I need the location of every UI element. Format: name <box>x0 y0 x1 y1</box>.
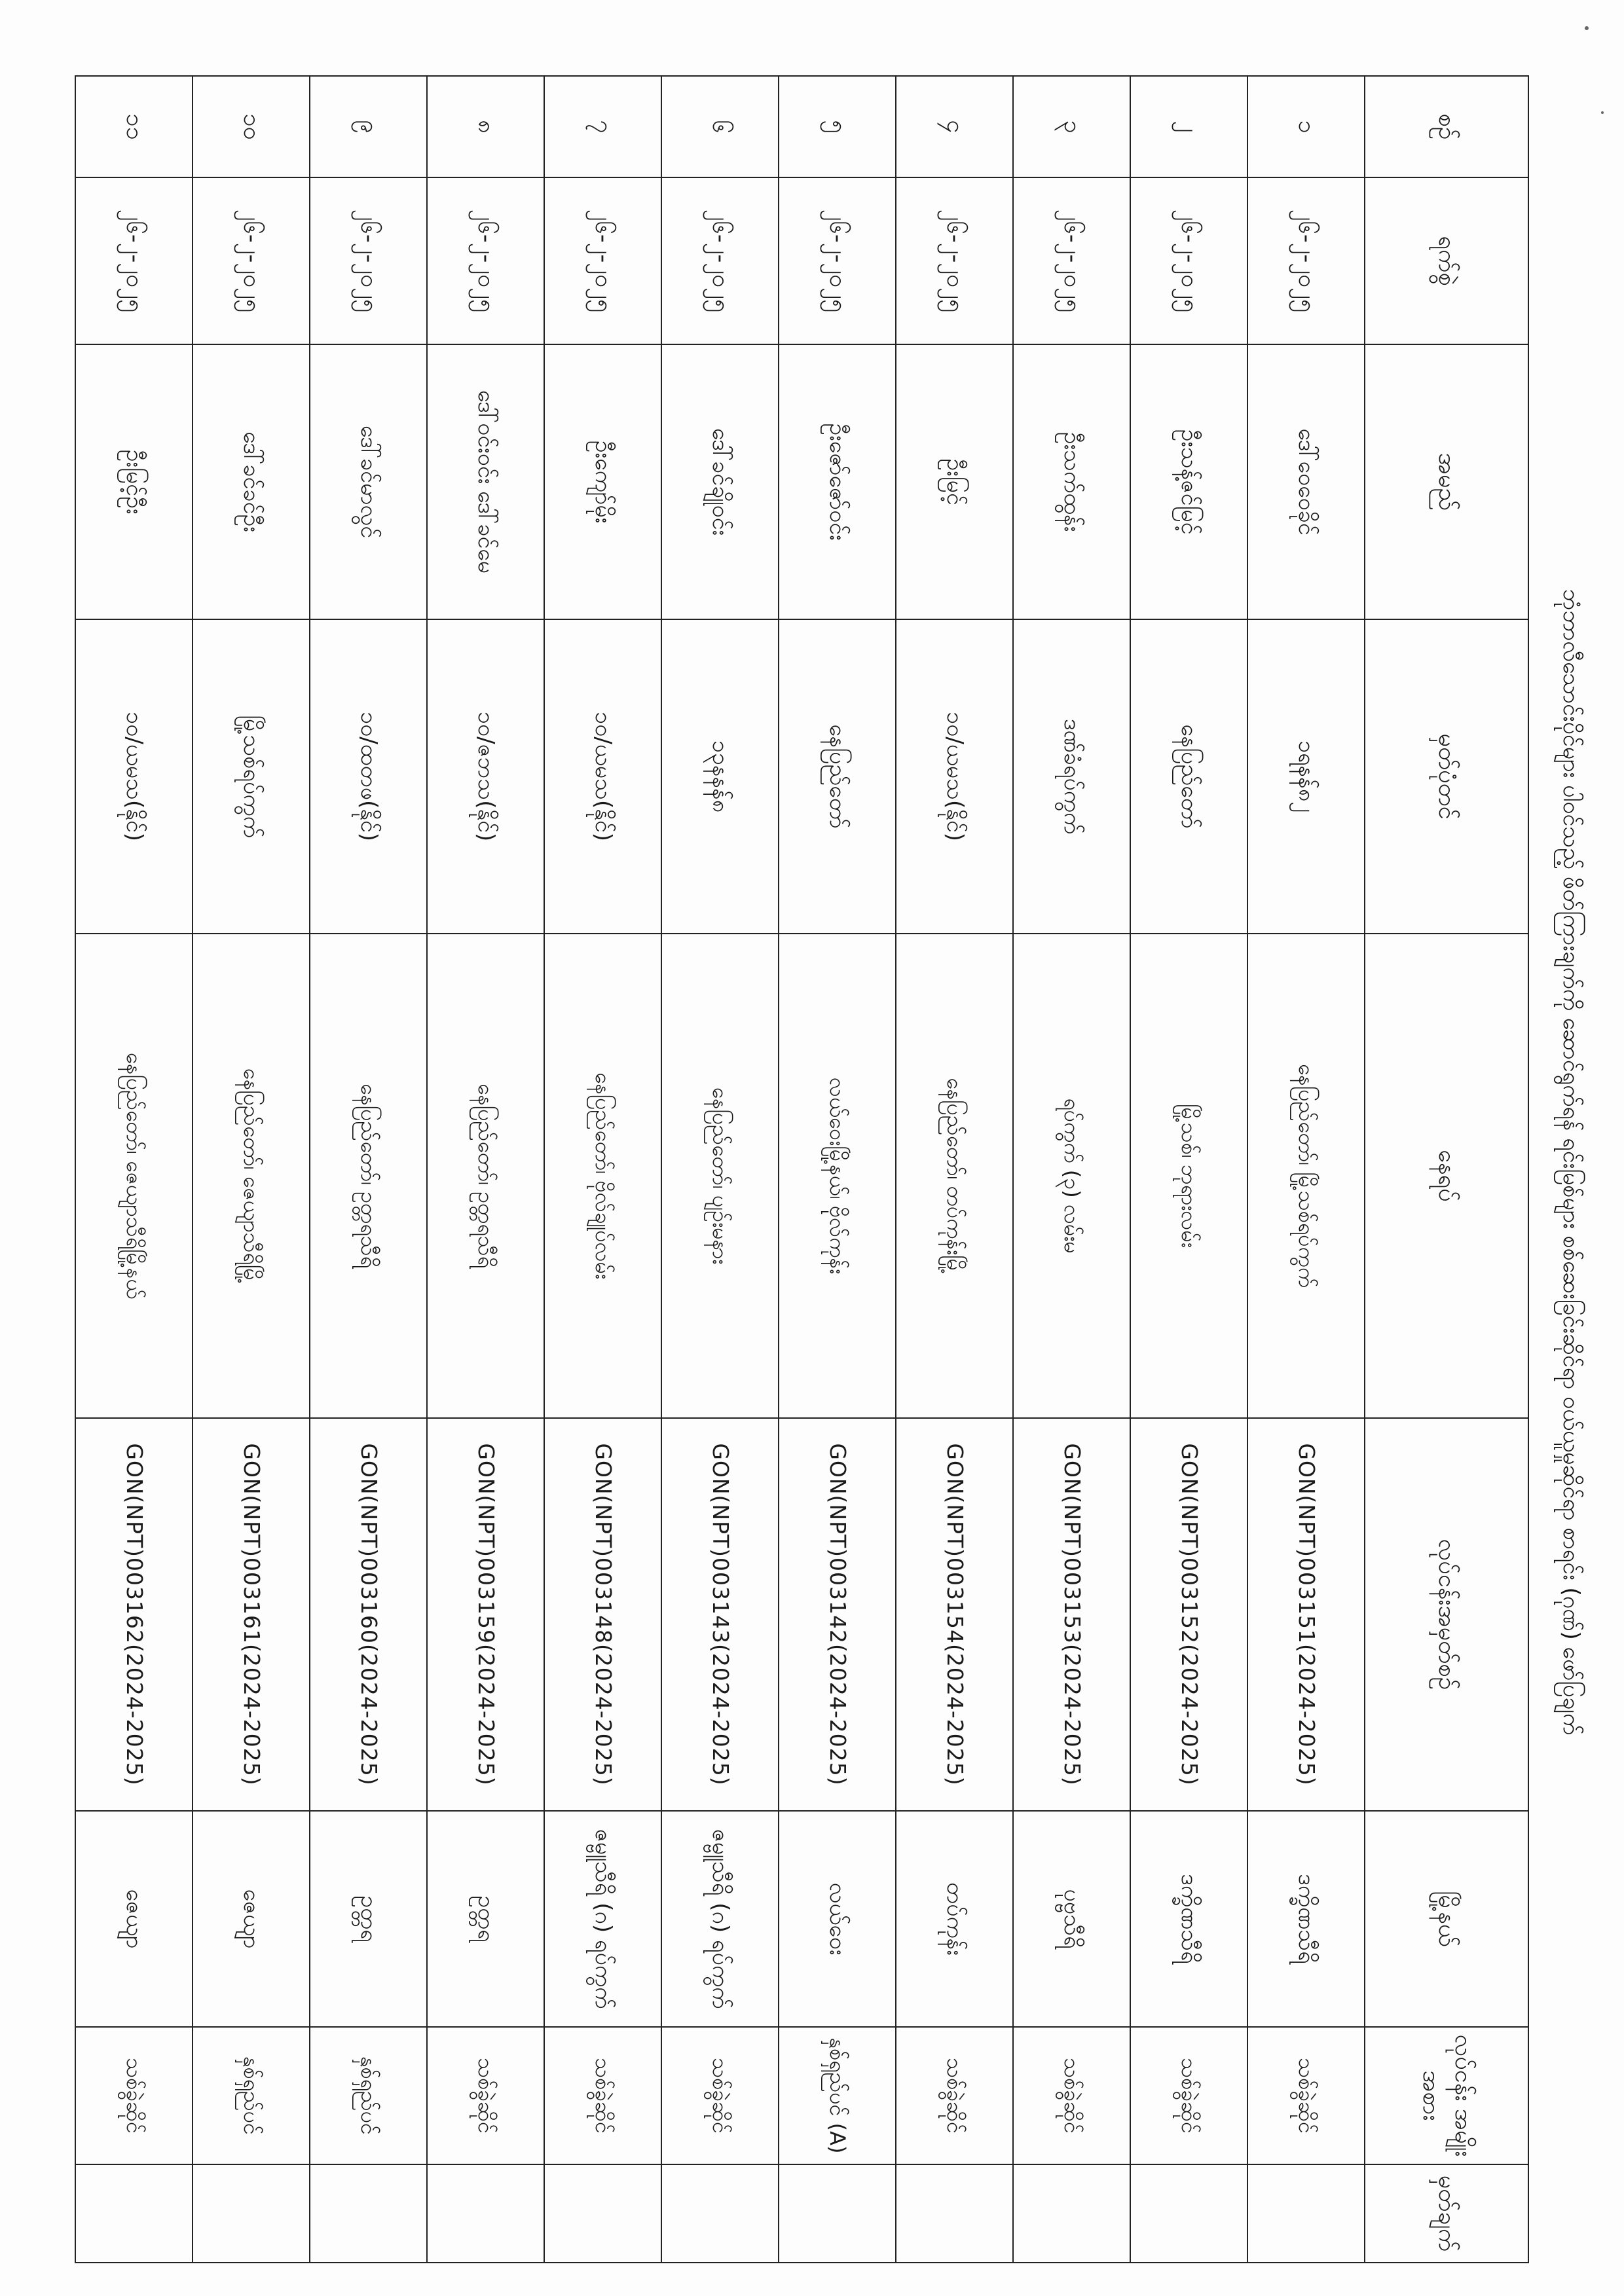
cell-address: နေပြည်တော်၊ ပျဉ်းမနား <box>661 934 779 1418</box>
header-registration-no: လုပ်ငန်းအမှတ်စဉ် <box>1365 1418 1528 1811</box>
table-row <box>1247 76 1365 2263</box>
cell-township: ဇမ္ဗူသီရိ (ဂ) ရပ်ကွက် <box>544 1811 661 2027</box>
cell-nrc: ၁ရနန်၈၂ <box>1247 619 1365 934</box>
cell-registration-no: GON(NPT)003160(2024-2025) <box>310 1418 427 1811</box>
header-nrc: မှတ်ပုံတင် <box>1365 619 1528 934</box>
cell-remark <box>661 2164 779 2263</box>
cell-business-type: နှစ်ရှည်ပင် (A) <box>779 2027 896 2164</box>
cell-address: လယ်ဝေးမြို့နယ်၊ ဗိုလ်ကုန်း <box>779 934 896 1418</box>
table-row <box>1130 76 1247 2263</box>
table-row <box>75 76 193 2263</box>
table-header-row <box>1365 76 1528 2263</box>
cell-township: ဥတ္တရ <box>310 1811 427 2027</box>
header-name: အမည် <box>1365 344 1528 619</box>
header-address: နေရပ် <box>1365 934 1528 1418</box>
scan-speck <box>1601 111 1604 114</box>
cell-name: ဒေါ်ခင်ခင်ဦး <box>193 344 310 619</box>
cell-registration-no: GON(NPT)003142(2024-2025) <box>779 1418 896 1811</box>
cell-no: ၈ <box>427 76 544 177</box>
cell-name: ဒေါ်ခင်ချိုဝင်း <box>661 344 779 619</box>
cell-address: နေပြည်တော်၊ ဥတ္တရသီရိ <box>427 934 544 1418</box>
cell-no: ၄ <box>896 76 1013 177</box>
cell-date: ၂၆-၂-၂၀၂၅ <box>544 177 661 344</box>
cell-remark <box>1247 2164 1365 2263</box>
header-business-type: လုပ်ငန်း အမျိုးအစား <box>1365 2027 1528 2164</box>
cell-name: ဦးမြင့် <box>896 344 1013 619</box>
table-row <box>544 76 661 2263</box>
cell-registration-no: GON(NPT)003148(2024-2025) <box>544 1418 661 1811</box>
header-township: မြို့နယ် <box>1365 1811 1528 2027</box>
cell-no: ၁၁ <box>75 76 193 177</box>
cell-address: နေပြည်တော်၊ ဥတ္တရသီရိ <box>310 934 427 1418</box>
cell-township: ဇေယျာ <box>193 1811 310 2027</box>
cell-township: ပုဗ္ဗသီရိ <box>1013 1811 1130 2027</box>
cell-name: ဦးသန့်ဇင်မြင့် <box>1130 344 1247 619</box>
cell-nrc: နေပြည်တော် <box>1130 619 1247 934</box>
cell-nrc: ဒဏ်ခံရပ်ကွက် <box>1013 619 1130 934</box>
cell-date: ၂၆-၂-၂၀၂၅ <box>779 177 896 344</box>
cell-business-type: သစ်ခွဲဆိုင် <box>1130 2027 1247 2164</box>
cell-township: ဇေယျာ <box>75 1811 193 2027</box>
cell-nrc: မြို့သစ်ရပ်ကွက် <box>193 619 310 934</box>
cell-nrc: ၁၃နနန်၈ <box>661 619 779 934</box>
cell-address: ရပ်ကွက် (၃) လမ်းမ <box>1013 934 1130 1418</box>
cell-remark <box>75 2164 193 2263</box>
cell-no: ၅ <box>779 76 896 177</box>
rotated-document <box>69 49 1601 2275</box>
cell-date: ၂၆-၂-၂၀၂၅ <box>75 177 193 344</box>
cell-business-type: သစ်ခွဲဆိုင် <box>75 2027 193 2164</box>
cell-address: မြို့သစ်၊ ဘုရားလမ်း <box>1130 934 1247 1418</box>
cell-registration-no: GON(NPT)003143(2024-2025) <box>661 1418 779 1811</box>
cell-date: ၂၆-၂-၂၀၂၅ <box>193 177 310 344</box>
cell-township: ဇမ္ဗူသီရိ (ဂ) ရပ်ကွက် <box>661 1811 779 2027</box>
cell-no: ၇ <box>544 76 661 177</box>
cell-remark <box>544 2164 661 2263</box>
cell-date: ၂၆-၂-၂၀၂၅ <box>661 177 779 344</box>
cell-address: နေပြည်တော်၊ ဇေယျာသီရိမြို့နယ် <box>75 934 193 1418</box>
cell-date: ၂၆-၂-၂၀၂၅ <box>310 177 427 344</box>
header-remark: မှတ်ချက် <box>1365 2164 1528 2263</box>
registration-table <box>75 75 1529 2263</box>
cell-township: တပ်ကုန်း <box>896 1811 1013 2027</box>
cell-township: ဒက္ခိဏသီရိ <box>1247 1811 1365 2027</box>
header-no: စဉ် <box>1365 76 1528 177</box>
cell-name: ဒေါ်ဝင်းဝင်း ဒေါ်ခင်မေ <box>427 344 544 619</box>
cell-nrc: ၁၀/ထတဖ(နိုင်) <box>310 619 427 934</box>
cell-business-type: သစ်ခွဲဆိုင် <box>1247 2027 1365 2164</box>
cell-date: ၂၆-၂-၂၀၂၅ <box>1247 177 1365 344</box>
cell-remark <box>896 2164 1013 2263</box>
cell-registration-no: GON(NPT)003161(2024-2025) <box>193 1418 310 1811</box>
cell-remark <box>310 2164 427 2263</box>
cell-nrc: ၁၀/ယမသ(နိုင်) <box>896 619 1013 934</box>
cell-business-type: နှစ်ရှည်ပင် <box>193 2027 310 2164</box>
cell-name: ဦးကျော်မိုး <box>544 344 661 619</box>
cell-nrc: ၁၀/ဇဘသ(နိုင်) <box>427 619 544 934</box>
document-title: ဘုံဘာလီသောင်းပိုင်များ ပါဝင်သည့် ဖိတ်ကြားချက်ကို ဆောင်ရွက်ရန် ရင်းမြစ်များ စစ်ဆေးခြင်းဆိုင်ရာ ဝယ်ယူမှုဆိုင်ရာ စာရင်း (ဂုဏ်) ဖော်ပြချက် <box>1558 589 1585 1736</box>
cell-no: ၉ <box>310 76 427 177</box>
cell-remark <box>779 2164 896 2263</box>
cell-business-type: သစ်ခွဲဆိုင် <box>896 2027 1013 2164</box>
cell-address: နေပြည်တော်၊ ဇေယျာသီရိမြို့ <box>193 934 310 1418</box>
cell-no: ၁ <box>1247 76 1365 177</box>
cell-address: နေပြည်တော်၊ ဗိုလ်ချုပ်လမ်း <box>544 934 661 1418</box>
header-date: ရက်စွဲ <box>1365 177 1528 344</box>
cell-business-type: သစ်ခွဲဆိုင် <box>1013 2027 1130 2164</box>
cell-address: နေပြည်တော်၊ တပ်ကုန်းမြို့ <box>896 934 1013 1418</box>
cell-township: ဥတ္တရ <box>427 1811 544 2027</box>
cell-business-type: သစ်ခွဲဆိုင် <box>661 2027 779 2164</box>
table-row <box>779 76 896 2263</box>
table-row <box>427 76 544 2263</box>
cell-name: ဒေါ်ဝေဝေခိုင် <box>1247 344 1365 619</box>
cell-remark <box>1130 2164 1247 2263</box>
cell-registration-no: GON(NPT)003162(2024-2025) <box>75 1418 193 1811</box>
cell-registration-no: GON(NPT)003159(2024-2025) <box>427 1418 544 1811</box>
table-row <box>1013 76 1130 2263</box>
cell-name: ဦးဇော်ဇော်ဝင်း <box>779 344 896 619</box>
cell-date: ၂၆-၂-၂၀၂၅ <box>1130 177 1247 344</box>
table-row <box>661 76 779 2263</box>
cell-nrc: နေပြည်တော် <box>779 619 896 934</box>
cell-no: ၆ <box>661 76 779 177</box>
cell-registration-no: GON(NPT)003152(2024-2025) <box>1130 1418 1247 1811</box>
cell-remark <box>1013 2164 1130 2263</box>
cell-registration-no: GON(NPT)003153(2024-2025) <box>1013 1418 1130 1811</box>
cell-township: လယ်ဝေး <box>779 1811 896 2027</box>
cell-address: နေပြည်တော်၊ မြို့သစ်ရပ်ကွက် <box>1247 934 1365 1418</box>
cell-remark <box>427 2164 544 2263</box>
table-row <box>193 76 310 2263</box>
cell-name: ဦးမြင့်ဦး <box>75 344 193 619</box>
cell-business-type: သစ်ခွဲဆိုင် <box>544 2027 661 2164</box>
cell-date: ၂၆-၂-၂၀၂၅ <box>1013 177 1130 344</box>
cell-name: ဦးသက်ထွန်း <box>1013 344 1130 619</box>
cell-remark <box>193 2164 310 2263</box>
table-row <box>896 76 1013 2263</box>
cell-no: ၃ <box>1013 76 1130 177</box>
cell-registration-no: GON(NPT)003154(2024-2025) <box>896 1418 1013 1811</box>
cell-township: ဒက္ခိဏသီရိ <box>1130 1811 1247 2027</box>
cell-date: ၂၆-၂-၂၀၂၅ <box>896 177 1013 344</box>
cell-business-type: နှစ်ရှည်ပင် <box>310 2027 427 2164</box>
table-row <box>310 76 427 2263</box>
cell-name: ဒေါ်ခင်မာလွင် <box>310 344 427 619</box>
cell-nrc: ၁၀/ယမသ(နိုင်) <box>75 619 193 934</box>
scan-speck <box>1585 26 1589 30</box>
cell-no: ၂ <box>1130 76 1247 177</box>
cell-nrc: ၁၀/ယမသ(နိုင်) <box>544 619 661 934</box>
cell-registration-no: GON(NPT)003151(2024-2025) <box>1247 1418 1365 1811</box>
cell-no: ၁၀ <box>193 76 310 177</box>
cell-date: ၂၆-၂-၂၀၂၅ <box>427 177 544 344</box>
cell-business-type: သစ်ခွဲဆိုင် <box>427 2027 544 2164</box>
